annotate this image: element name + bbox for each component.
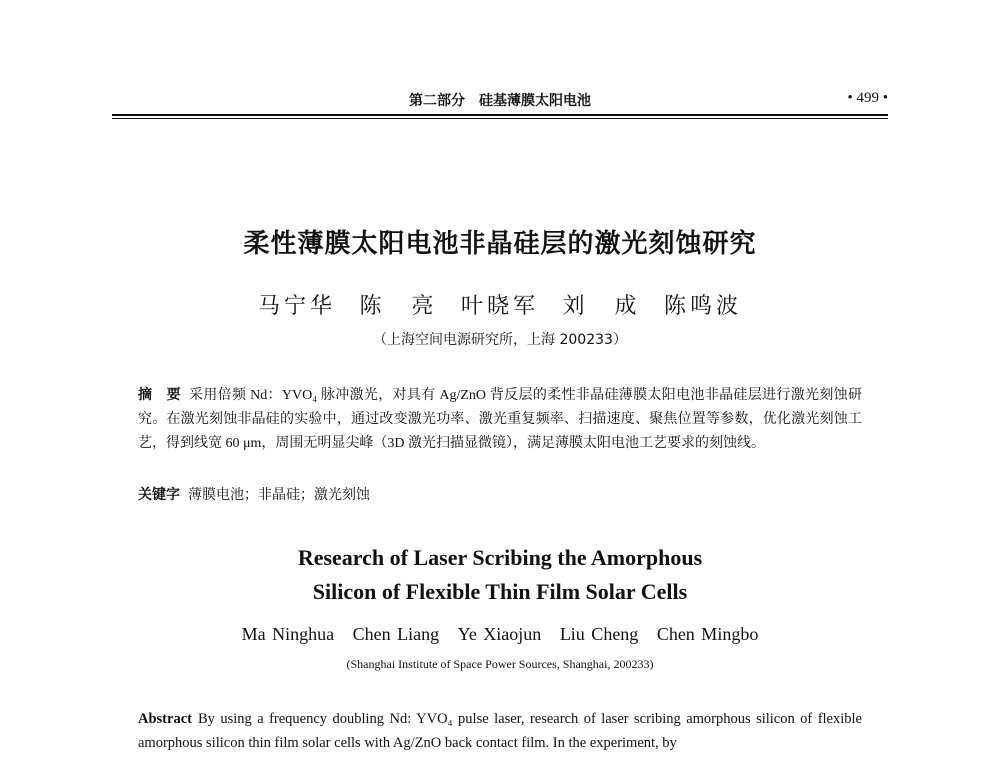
- chinese-affiliation: （上海空间电源研究所，上海 200233）: [373, 332, 627, 348]
- english-abstract-label: Abstract: [138, 711, 192, 727]
- chinese-keywords: [138, 484, 862, 507]
- english-author: Chen Liang: [352, 624, 440, 644]
- header-rule-thick: [112, 114, 888, 116]
- english-affiliation: (Shanghai Institute of Space Power Sources, Shanghai, 200233): [346, 657, 654, 671]
- chinese-keywords-label: 关键字: [138, 487, 180, 503]
- english-author: Liu Cheng: [559, 624, 639, 644]
- english-title-line: Research of Laser Scribing the Amorphous: [297, 545, 703, 570]
- chinese-author: 陈鸣波: [664, 293, 743, 318]
- english-title: [0, 541, 1000, 609]
- page-number: • 499 •: [847, 90, 888, 106]
- english-author: Ma Ninghua: [241, 624, 335, 644]
- running-header: [112, 88, 888, 114]
- header-rule-thin: [112, 118, 888, 119]
- english-author: Ye Xiaojun: [457, 624, 542, 644]
- chinese-abstract-text: 采用倍频 Nd：YVO₄ 脉冲激光，对具有 Ag/ZnO 背反层的柔性非晶硅薄膜太阳电池非晶硅层进行激光刻蚀研究。在激光刻蚀非晶硅的实验中，通过改变激光功率、激光重复频率、扫描速度、聚焦位置等参数，优化激光刻蚀工艺，得到线宽 60 μm，周围无明显尖峰（3D 激光扫描显微镜），满足薄膜太阳电池工艺要求的刻蚀线。: [138, 388, 863, 451]
- english-abstract-text: By using a frequency doubling Nd: YVO₄ pulse laser, research of laser scribing amorphous silicon of flexible amorphous silicon thin film solar cells with Ag/ZnO back contact film. In the experiment, by: [138, 711, 862, 751]
- chinese-author: 陈 亮: [359, 293, 438, 318]
- chinese-abstract: [138, 383, 862, 456]
- chinese-keywords-text: 薄膜电池；非晶硅；激光刻蚀: [188, 488, 370, 503]
- chinese-author: 叶晓军: [460, 293, 539, 318]
- chinese-authors: [0, 289, 1000, 320]
- english-authors: [0, 624, 1000, 645]
- chinese-author: 马宁华: [257, 293, 336, 318]
- section-title: 第二部分 硅基薄膜太阳电池: [409, 93, 591, 109]
- english-abstract: [138, 707, 862, 755]
- chinese-title: 柔性薄膜太阳电池非晶硅层的激光刻蚀研究: [243, 229, 757, 259]
- english-author: Chen Mingbo: [656, 624, 759, 644]
- english-title-line: Silicon of Flexible Thin Film Solar Cells: [312, 579, 688, 604]
- chinese-author: 刘 成: [562, 293, 641, 318]
- chinese-abstract-label: 摘 要: [138, 387, 181, 403]
